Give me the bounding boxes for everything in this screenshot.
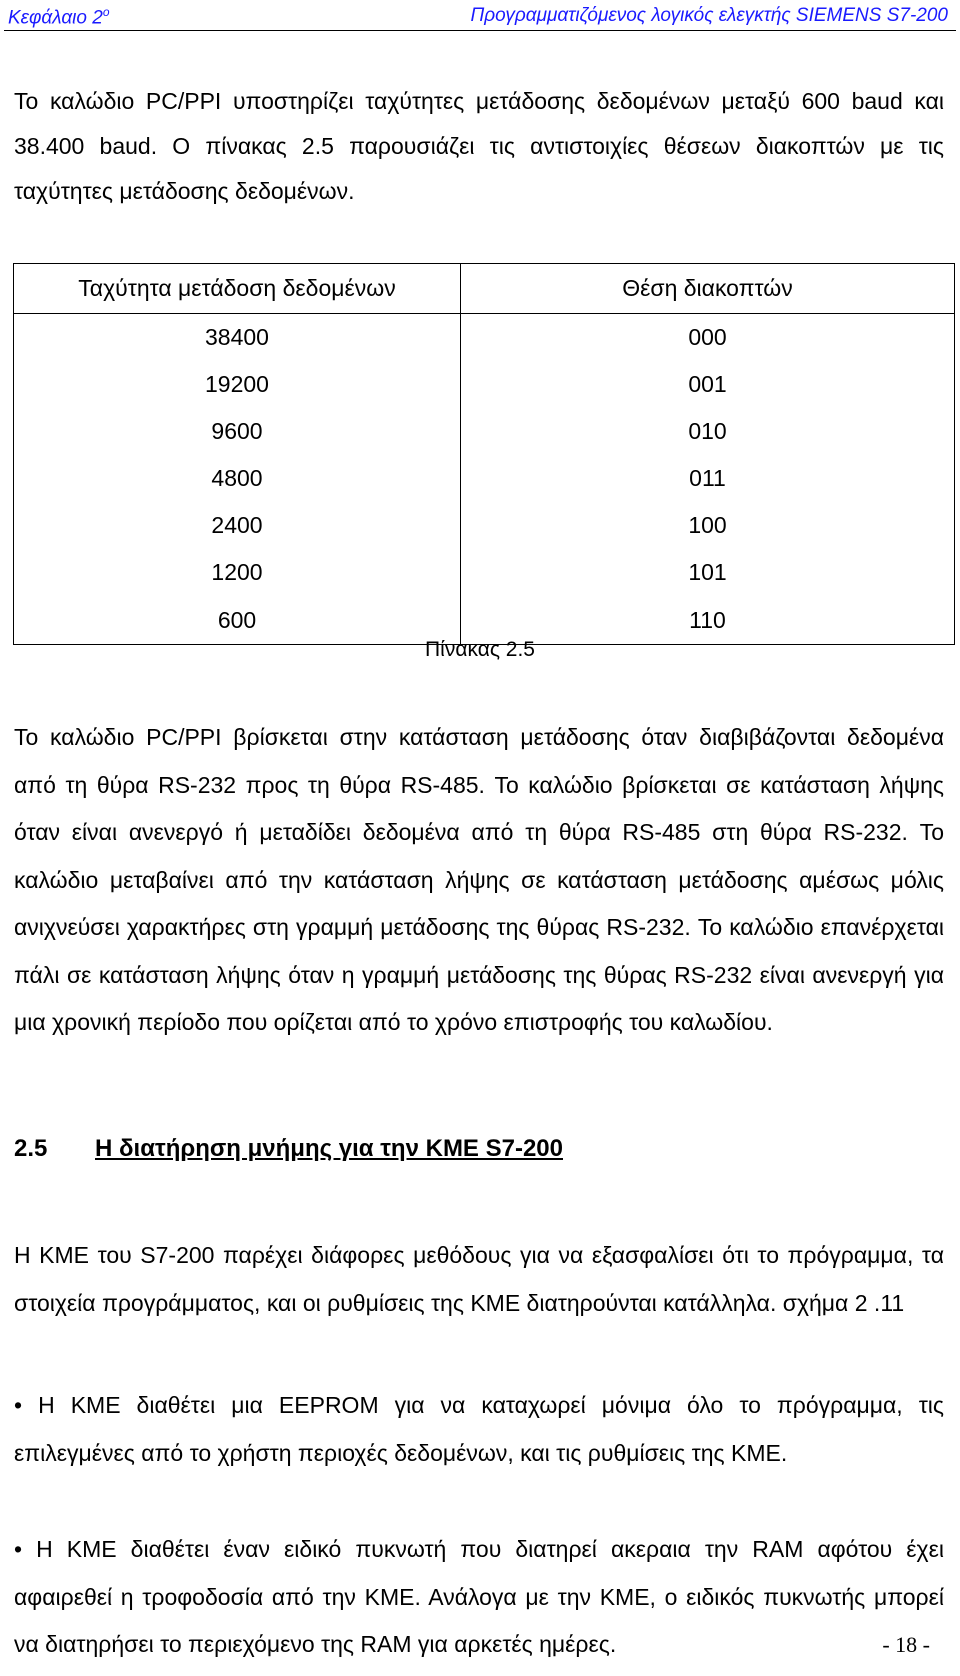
- table-cell-speed: 1200: [14, 549, 461, 596]
- table-cell-speed: 4800: [14, 455, 461, 502]
- table-caption: Πίνακας 2.5: [424, 638, 535, 661]
- table-row: [14, 502, 955, 549]
- section-paragraph: Η ΚΜΕ του S7-200 παρέχει διάφορες μεθόδους για να εξασφαλίσει ότι το πρόγραμμα, τα στοιχεία προγράμματος, και οι ρυθμίσεις της ΚΜΕ διατηρούνται κατάλληλα. σχήμα 2 .11: [14, 1242, 944, 1316]
- table-cell-speed: 19200: [14, 361, 461, 408]
- chapter-label: Κεφάλαιο $2^o$: [8, 5, 110, 29]
- table-cell-switch: 110: [461, 596, 955, 645]
- table-row: [14, 455, 955, 502]
- section-number: 2.5: [14, 1135, 48, 1162]
- table-cell-speed: 9600: [14, 408, 461, 455]
- intro-paragraph: Το καλώδιο PC/PPI υποστηρίζει ταχύτητες μετάδοσης δεδομένων μεταξύ 600 baud και 38.400 baud. Ο πίνακας 2.5 παρουσιάζει τις αντιστοιχίες θέσεων διακοπτών με τις ταχύτητες μετάδοσης δεδομένων.: [14, 88, 945, 204]
- table-row: [14, 361, 955, 408]
- table-cell-switch: 001: [461, 361, 955, 408]
- table-cell-speed: 600: [14, 596, 461, 645]
- table-cell-speed: 38400: [14, 314, 461, 362]
- baud-rate-table: [13, 263, 955, 645]
- table-row: [14, 408, 955, 455]
- bullet-item: • Η ΚΜΕ διαθέτει έναν ειδικό πυκνωτή που διατηρεί ακεραια την RAM αφότου έχει αφαιρεθεί η τροφοδοσία από την ΚΜΕ. Ανάλογα με την ΚΜΕ, ο ειδικός πυκνωτής μπορεί να διατηρήσει το περιεχόμενο της RAM για αρκετές ημέρες.: [14, 1536, 944, 1657]
- table-cell-switch: 101: [461, 549, 955, 596]
- page-header: [4, 2, 956, 31]
- transmission-paragraph: Το καλώδιο PC/PPI βρίσκεται στην κατάσταση μετάδοσης όταν διαβιβάζονται δεδομένα από τη θύρα RS-232 προς τη θύρα RS-485. Το καλώδιο βρίσκεται σε κατάσταση λήψης όταν είναι ανενεργό ή μεταδίδει δεδομένα από τη θύρα RS-485 στη θύρα RS-232. Το καλώδιο μεταβαίνει από την κατάσταση λήψης σε κατάσταση μετάδοσης αμέσως μόλις ανιχνεύσει χαρακτήρες στη γραμμή μετάδοσης της θύρας RS-232. Το καλώδιο επανέρχεται πάλι σε κατάσταση λήψης όταν η γραμμή μετάδοσης της θύρας RS-232 είναι ανενεργή για μια χρονική περίοδο που ορίζεται από το χρόνο επιστροφής του καλωδίου.: [14, 724, 944, 1035]
- document-title: Προγραμματιζόμενος λογικός ελεγκτής SIEMENS S7-200: [470, 5, 948, 26]
- bullet-item: • Η ΚΜΕ διαθέτει μια EEPROM για να καταχωρεί μόνιμα όλο το πρόγραμμα, τις επιλεγμένες από το χρήστη περιοχές δεδομένων, και τις ρυθμίσεις της ΚΜΕ.: [14, 1392, 944, 1466]
- table-row: [14, 314, 955, 362]
- table-row: [14, 549, 955, 596]
- table-cell-switch: 000: [461, 314, 955, 362]
- table-cell-switch: 100: [461, 502, 955, 549]
- table-header-switch: Θέση διακοπτών: [461, 264, 955, 314]
- table-cell-speed: 2400: [14, 502, 461, 549]
- page-number: - 18 -: [882, 1632, 930, 1657]
- section-title: Η διατήρηση μνήμης για την ΚΜΕ S7-200: [95, 1135, 563, 1162]
- table-header-row: [14, 264, 955, 314]
- table-header-speed: Ταχύτητα μετάδοση δεδομένων: [14, 264, 461, 314]
- table-cell-switch: 011: [461, 455, 955, 502]
- table-cell-switch: 010: [461, 408, 955, 455]
